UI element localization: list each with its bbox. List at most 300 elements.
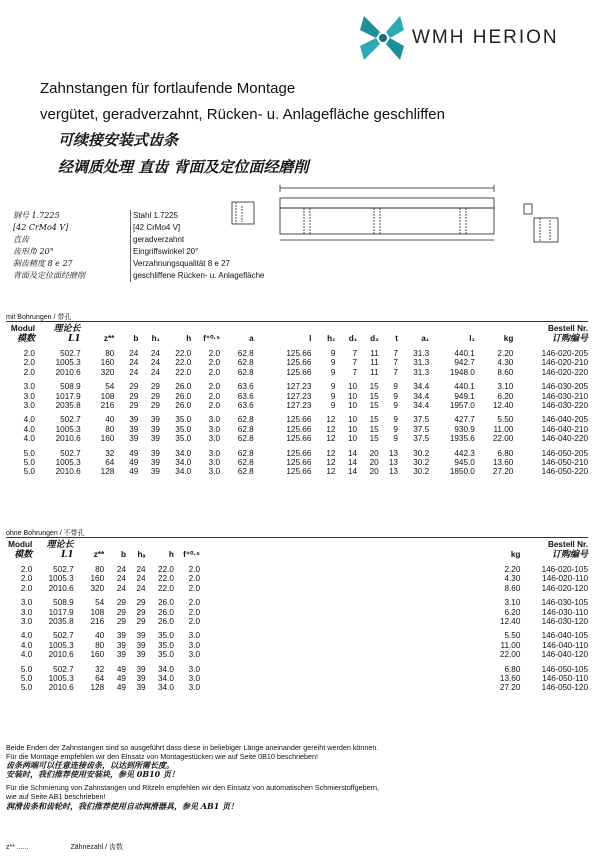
table-cell: 39 — [116, 631, 126, 641]
table-cell: 3.0 — [208, 467, 221, 477]
table-cell: 20 — [369, 467, 379, 477]
header-cell: Modul — [8, 540, 33, 549]
table-cell: 10 — [347, 424, 358, 434]
table-cell: 30.2 — [413, 448, 430, 458]
header-cell — [191, 324, 220, 334]
table-cell: 29 — [136, 607, 146, 617]
table-row — [6, 574, 588, 583]
table-cell: 2.0 — [23, 349, 35, 358]
table-cell: 502.7 — [53, 631, 74, 641]
brand-name: WMH HERION — [412, 27, 559, 48]
table-cell: 9 — [393, 391, 398, 401]
table-cell: 26.0 — [175, 391, 192, 401]
table-cell: 39 — [150, 458, 160, 468]
table-cell: 216 — [100, 401, 115, 411]
header-cell: h₁ — [327, 334, 336, 343]
table-cell: 3.0 — [23, 382, 35, 392]
table-cell: 35.0 — [157, 650, 174, 660]
table-row — [6, 368, 588, 377]
table-cell: 62.8 — [237, 424, 254, 434]
table-cell: 39 — [150, 424, 160, 434]
spec-cn-row: 制齿精度 8 e 27 — [13, 259, 73, 268]
spec-de-row: geschliffene Rücken- u. Anlagefläche — [133, 271, 265, 280]
table-cell: 22.0 — [157, 574, 174, 584]
table-cell: 62.8 — [237, 358, 254, 368]
table-cell: 160 — [90, 574, 105, 584]
header-cell — [114, 324, 138, 334]
table-cell: 2035.8 — [55, 401, 81, 411]
table-cell: 37.5 — [413, 424, 430, 434]
table-cell: 930.9 — [454, 424, 475, 434]
table-cell: 37.5 — [413, 415, 430, 425]
spec-cn-row: 钢号 1.7225 — [13, 211, 60, 220]
table-header-row — [6, 540, 588, 550]
table-cell: 26.0 — [157, 617, 174, 627]
table-cell: 12.40 — [492, 401, 514, 411]
table-cell: 6.20 — [497, 391, 514, 401]
wmh-herion-logo-icon — [358, 12, 406, 64]
table-cell: 29 — [116, 617, 126, 627]
table-cell: 146-040-220 — [541, 434, 588, 444]
table-cell: 442.3 — [454, 448, 475, 458]
header-cell: 订购编号 — [551, 334, 588, 344]
table-cell: 13.60 — [499, 674, 521, 684]
table-cell: 13 — [388, 448, 398, 458]
spec-list-de — [130, 210, 265, 282]
table-cell: 125.66 — [286, 358, 312, 368]
table-cell: 146-020-210 — [541, 358, 588, 368]
table-cell: 146-040-110 — [542, 640, 588, 650]
table-cell: 7 — [393, 349, 398, 358]
table-cell: 2.0 — [23, 358, 35, 368]
table-cell: 440.1 — [454, 349, 475, 358]
table-cell: 2.0 — [20, 574, 33, 584]
table-cell: 5.0 — [23, 467, 35, 477]
table-cell: 128 — [100, 467, 115, 477]
table-cell: 49 — [129, 458, 139, 468]
table-cell: 146-050-110 — [542, 674, 588, 684]
header-cell — [429, 324, 475, 334]
table-cell: 2010.6 — [48, 583, 74, 593]
title-cn-2: 经调质处理 直齿 背面及定位面经磨削 — [58, 158, 309, 176]
table-cell: 125.66 — [286, 448, 312, 458]
header-cell: L1 — [61, 550, 74, 560]
table-cell: 4.0 — [20, 650, 33, 660]
table-cell: 3.0 — [208, 415, 221, 425]
table-cell: 3.10 — [504, 598, 521, 608]
notes — [6, 744, 596, 810]
table-cell: 9 — [330, 349, 336, 358]
table-row — [6, 617, 588, 626]
header-cell — [335, 324, 357, 334]
header-cell: f⁺⁰·⁵ — [183, 550, 201, 559]
header-cell — [200, 540, 520, 550]
table-cell: 2.0 — [208, 382, 221, 392]
header-cell: a₁ — [421, 334, 430, 343]
table-cell: 35.0 — [175, 424, 192, 434]
table-cell: 39 — [136, 650, 146, 660]
table-cell: 125.66 — [286, 434, 312, 444]
table-cell: 24 — [116, 583, 126, 593]
table-cell: 146-030-105 — [541, 598, 588, 608]
table-cell: 12 — [326, 434, 336, 444]
table-row — [6, 382, 588, 391]
header-cell — [220, 324, 254, 334]
header-cell — [357, 324, 379, 334]
table-cell: 34.0 — [157, 674, 174, 684]
table-row — [6, 401, 588, 410]
table-cell: 10 — [347, 401, 358, 411]
table-row — [6, 458, 588, 467]
table-cell: 2.0 — [188, 583, 201, 593]
table-cell: 9 — [393, 382, 398, 392]
table-cell: 4.0 — [23, 424, 35, 434]
table-cell: 1005.3 — [55, 458, 81, 468]
table-cell: 3.0 — [20, 607, 33, 617]
table-cell: 39 — [150, 434, 160, 444]
table-cell: 5.50 — [497, 415, 514, 425]
table-cell: 15 — [369, 401, 379, 411]
table-cell: 7 — [352, 367, 358, 377]
table-cell: 39 — [136, 631, 146, 641]
table-cell: 146-020-220 — [541, 367, 588, 377]
table-cell: 2.0 — [208, 358, 221, 368]
section1-rule — [6, 321, 588, 322]
table-cell: 1005.3 — [48, 574, 74, 584]
table-cell: 12 — [326, 467, 336, 477]
table-cell: 29 — [150, 391, 160, 401]
header-cell: f⁺⁰·⁵ — [203, 334, 221, 343]
header-cell: L1 — [68, 334, 81, 344]
table-cell: 29 — [150, 382, 160, 392]
table-cell: 4.0 — [23, 415, 35, 425]
table-cell: 34.4 — [413, 401, 430, 411]
table-cell: 24 — [150, 358, 160, 368]
table-cell: 146-050-120 — [541, 683, 588, 693]
table-cell: 37.5 — [413, 434, 430, 444]
table-cell: 5.0 — [23, 448, 35, 458]
footer-left: z** ...... — [6, 844, 29, 851]
header-cell — [398, 324, 429, 334]
table-cell: 39 — [129, 434, 139, 444]
table-cell: 125.66 — [286, 458, 312, 468]
header-cell: a — [249, 334, 254, 343]
table-cell: 502.7 — [60, 448, 81, 458]
table-cell: 9 — [393, 434, 398, 444]
header-cell: h₁ — [151, 334, 160, 343]
table-cell: 146-040-205 — [541, 415, 588, 425]
table-cell: 34.0 — [175, 467, 192, 477]
table-cell: 3.0 — [208, 448, 221, 458]
table-cell: 146-050-220 — [541, 467, 588, 477]
table-cell: 146-040-105 — [541, 631, 588, 641]
header-cell: 理论长 — [53, 324, 81, 334]
header-cell: b — [133, 334, 139, 343]
table-cell: 29 — [136, 617, 146, 627]
table-cell: 2.20 — [504, 565, 521, 574]
table-row — [6, 349, 588, 358]
table-cell: 1850.0 — [449, 467, 475, 477]
table-cell: 35.0 — [175, 434, 192, 444]
table-cell: 1935.6 — [449, 434, 475, 444]
table-cell: 29 — [150, 401, 160, 411]
table-cell: 14 — [347, 458, 358, 468]
table-cell: 63.6 — [237, 391, 254, 401]
table-cell: 146-030-210 — [541, 391, 588, 401]
table-cell: 5.0 — [20, 664, 33, 674]
table-cell: 125.66 — [286, 424, 312, 434]
table-cell: 3.0 — [188, 674, 201, 684]
header-cell: 模数 — [16, 334, 35, 344]
spec-de-row: [42 CrMo4 V] — [133, 223, 181, 232]
table-cell: 62.8 — [237, 458, 254, 468]
table-cell: 11 — [370, 349, 379, 358]
table-cell: 3.10 — [497, 382, 514, 392]
table-cell: 29 — [116, 607, 126, 617]
table-cell: 3.0 — [23, 391, 35, 401]
table-cell: 2.0 — [188, 617, 201, 627]
header-cell — [174, 540, 200, 550]
table-cell: 39 — [129, 415, 139, 425]
table-row — [6, 425, 588, 434]
table-cell: 39 — [136, 664, 146, 674]
spec-list-cn — [13, 210, 85, 282]
header-cell: kg — [503, 334, 514, 343]
table-cell: 12 — [326, 458, 336, 468]
table-cell: 15 — [369, 424, 379, 434]
table-cell: 2010.6 — [55, 467, 81, 477]
table-cell: 22.00 — [492, 434, 514, 444]
table-cell: 26.0 — [175, 382, 192, 392]
note-de-2: Für die Montage empfehlen wir den Einsatz von Montagestücken wie auf Seite 0B10 beschrieben! — [6, 751, 319, 761]
table-cell: 62.8 — [237, 467, 254, 477]
table-cell: 31.3 — [413, 358, 430, 368]
table-cell: 3.0 — [208, 424, 221, 434]
table-header-row — [6, 324, 588, 334]
table-cell: 6.80 — [497, 448, 514, 458]
table-cell: 39 — [150, 467, 160, 477]
table-cell: 22.0 — [157, 565, 174, 574]
table-cell: 3.0 — [23, 401, 35, 411]
table-cell: 29 — [129, 391, 139, 401]
table-cell: 27.20 — [492, 467, 514, 477]
table-cell: 10 — [347, 391, 358, 401]
table-cell: 29 — [129, 382, 139, 392]
table-cell: 6.20 — [504, 607, 521, 617]
table-cell: 24 — [116, 565, 126, 574]
table-cell: 2.0 — [208, 349, 221, 358]
table-cell: 427.7 — [454, 415, 475, 425]
table-cell: 30.2 — [413, 458, 430, 468]
table-cell: 40 — [105, 415, 115, 425]
table-cell: 12.40 — [499, 617, 521, 627]
table-cell: 4.0 — [20, 631, 33, 641]
table-cell: 49 — [116, 674, 126, 684]
table-cell: 49 — [116, 664, 126, 674]
table-cell: 6.80 — [504, 664, 521, 674]
table-cell: 3.0 — [20, 617, 33, 627]
table-cell: 146-050-210 — [541, 458, 588, 468]
table-cell: 35.0 — [157, 640, 174, 650]
table-cell: 20 — [369, 458, 379, 468]
table-cell: 39 — [150, 448, 160, 458]
table-row — [6, 683, 588, 692]
spec-de-row: Verzahnungsqualität 8 e 27 — [133, 259, 230, 268]
table-cell: 4.0 — [20, 640, 33, 650]
table-cell: 34.0 — [157, 683, 174, 693]
table-cell: 39 — [129, 424, 139, 434]
spec-cn-row: 直齿 — [13, 235, 29, 244]
header-cell — [126, 540, 146, 550]
table-cell: 4.30 — [497, 358, 514, 368]
header-cell — [254, 324, 312, 334]
table-cell: 12 — [326, 415, 336, 425]
table-row — [6, 674, 588, 683]
table-cell: 146-020-110 — [542, 574, 588, 584]
table-cell: 2.0 — [188, 607, 201, 617]
table-cell: 64 — [95, 674, 105, 684]
header-cell: h — [168, 550, 174, 559]
rack-technical-drawing — [224, 182, 596, 252]
table-cell: 11 — [370, 358, 379, 368]
table-cell: 7 — [393, 367, 398, 377]
table-cell: 31.3 — [413, 367, 430, 377]
table-row — [6, 641, 588, 650]
table-cell: 10 — [347, 382, 358, 392]
table-cell: 22.0 — [157, 583, 174, 593]
table-cell: 3.0 — [188, 683, 201, 693]
table-cell: 2010.6 — [48, 683, 74, 693]
table-cell: 13.60 — [492, 458, 514, 468]
table-cell: 508.9 — [60, 382, 81, 392]
table-cell: 146-050-205 — [541, 448, 588, 458]
table-cell: 127.23 — [286, 401, 312, 411]
table-cell: 27.20 — [499, 683, 521, 693]
table-cell: 1948.0 — [449, 367, 475, 377]
table-cell: 942.7 — [454, 358, 475, 368]
table-cell: 11.00 — [500, 640, 521, 650]
table-cell: 108 — [90, 607, 105, 617]
header-cell — [160, 324, 191, 334]
table-cell: 24 — [136, 565, 146, 574]
table-cell: 34.0 — [157, 664, 174, 674]
table-cell: 1005.3 — [55, 424, 81, 434]
table-cell: 125.66 — [286, 349, 312, 358]
header-cell: d₂ — [370, 334, 379, 343]
table-cell: 2010.6 — [48, 650, 74, 660]
table-cell: 34.0 — [175, 458, 192, 468]
table-cell: 34.4 — [413, 391, 430, 401]
table-cell: 4.30 — [504, 574, 521, 584]
table-cell: 22.0 — [175, 358, 192, 368]
header-cell: z** — [103, 334, 115, 343]
header-cell: d₁ — [348, 334, 358, 343]
note-de-1: Beide Enden der Zahnstangen sind so ausgeführt dass diese in beliebiger Länge aneinander gereiht werden können. — [6, 743, 379, 752]
table-cell: 146-020-120 — [541, 583, 588, 593]
table-cell: 2010.6 — [55, 367, 81, 377]
header-cell — [311, 324, 335, 334]
note-cn-2: 安装时，我们推荐使用安装块，参见 0B10 页！ — [6, 768, 180, 779]
table-cell: 3.0 — [188, 640, 201, 650]
table-cell: 12 — [326, 424, 336, 434]
table-cell: 7 — [352, 358, 358, 368]
table-cell: 80 — [95, 565, 105, 574]
table-cell: 62.8 — [237, 367, 254, 377]
table-cell: 125.66 — [286, 415, 312, 425]
table-cell: 502.7 — [60, 349, 81, 358]
table-row — [6, 608, 588, 617]
table-cell: 146-030-110 — [542, 607, 588, 617]
table-cell: 127.23 — [286, 391, 312, 401]
table-cell: 64 — [105, 458, 115, 468]
table-cell: 3.0 — [188, 650, 201, 660]
table-cell: 63.6 — [237, 401, 254, 411]
spec-cn-row: 背面及定位面经磨削 — [13, 271, 85, 280]
table-cell: 13 — [388, 458, 398, 468]
table-cell: 15 — [369, 434, 379, 444]
table-cell: 146-020-105 — [541, 565, 588, 574]
title-cn-1: 可续接安装式齿条 — [58, 131, 179, 149]
table-cell: 2035.8 — [48, 617, 74, 627]
table-cell: 7 — [393, 358, 398, 368]
table-cell: 160 — [100, 434, 115, 444]
header-cell: z** — [93, 550, 105, 559]
table-cell: 2.0 — [23, 367, 35, 377]
footer — [6, 842, 123, 852]
table-cell: 54 — [95, 598, 105, 608]
table-cell: 39 — [136, 640, 146, 650]
table-cell: 9 — [393, 401, 398, 411]
table-cell: 24 — [136, 583, 146, 593]
header-cell: hₐ — [137, 550, 146, 559]
table-cell: 31.3 — [413, 349, 430, 358]
section2-rule — [6, 537, 588, 538]
table-cell: 13 — [388, 467, 398, 477]
header-cell: Bestell Nr. — [547, 324, 588, 333]
table-cell: 5.0 — [20, 674, 33, 684]
spec-cn-row: 齿形角 20° — [13, 247, 54, 256]
table-cell: 39 — [136, 683, 146, 693]
table-row — [6, 434, 588, 443]
header-cell — [81, 324, 115, 334]
table-cell: 146-020-205 — [541, 349, 588, 358]
header-cell — [146, 540, 174, 550]
table-cell: 15 — [369, 391, 379, 401]
table-cell: 34.0 — [175, 448, 192, 458]
table-cell: 146-030-120 — [541, 617, 588, 627]
table-cell: 1005.3 — [48, 674, 74, 684]
spec-cn-row: [42 CrMo4 V] — [13, 223, 69, 232]
table-cell: 9 — [330, 382, 336, 392]
table-row — [6, 631, 588, 640]
table-cell: 22.0 — [175, 349, 192, 358]
table-cell: 15 — [369, 382, 379, 392]
table-cell: 3.0 — [188, 664, 201, 674]
table-cell: 320 — [90, 583, 105, 593]
note-cn-1: 齿条两端可以任意连接齿条，以达到所需长度。 — [6, 760, 174, 771]
table-cell: 22.0 — [175, 367, 192, 377]
table-cell: 11 — [370, 367, 379, 377]
header-cell: 模数 — [14, 550, 33, 560]
table-cell: 125.66 — [286, 467, 312, 477]
header-cell: l₁ — [469, 334, 475, 343]
spec-de-row: Eingriffswinkel 20° — [133, 247, 199, 256]
table-cell: 2.0 — [188, 598, 201, 608]
table-cell: 80 — [95, 640, 105, 650]
table-cell: 24 — [150, 349, 160, 358]
table-cell: 2.0 — [208, 367, 221, 377]
table-cell: 3.0 — [208, 434, 221, 444]
